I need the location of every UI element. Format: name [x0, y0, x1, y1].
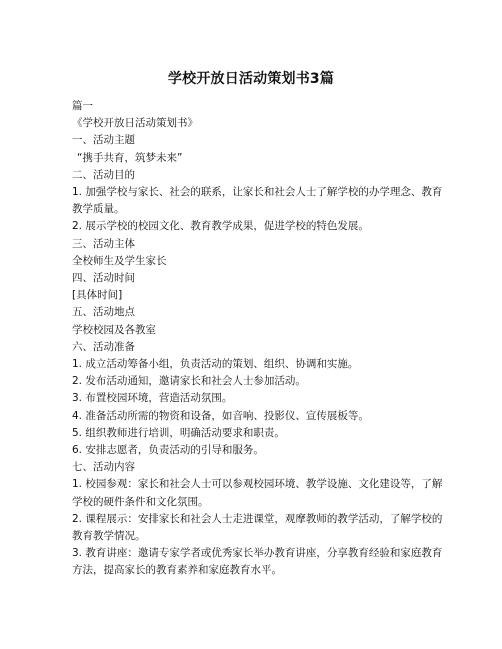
prep-item-6: 6. 安排志愿者，负责活动的引导和服务。 — [72, 444, 264, 457]
document-body — [62, 98, 452, 580]
location-text: 学校校园及各教室 — [72, 323, 156, 336]
section-label: 篇一 — [72, 100, 93, 112]
prep-item-3: 3. 布置校园环境，营造活动氛围。 — [72, 392, 233, 405]
heading-theme: 一、活动主题 — [72, 134, 135, 147]
participants-text: 全校师生及学生家长 — [72, 254, 167, 267]
heading-location: 五、活动地点 — [72, 306, 135, 319]
document-title: 学校开放日活动策划书3篇 — [167, 71, 335, 87]
heading-participants: 三、活动主体 — [72, 237, 135, 250]
prep-item-4: 4. 准备活动所需的物资和设备，如音响、投影仪、宣传展板等。 — [72, 409, 369, 422]
heading-time: 四、活动时间 — [72, 272, 135, 285]
heading-purpose: 二、活动目的 — [72, 168, 135, 181]
book-title: 《学校开放日活动策划书》 — [72, 117, 198, 130]
purpose-item-2: 2. 展示学校的校园文化、教育教学成果，促进学校的特色发展。 — [72, 220, 369, 233]
prep-item-1: 1. 成立活动筹备小组，负责活动的策划、组织、协调和实施。 — [72, 358, 359, 371]
content-item-3: 3. 教育讲座：邀请专家学者或优秀家长举办教育讲座，分享教育经验和家庭教育方法，提高家长的教育素养和家庭教育水平。 — [72, 547, 443, 577]
heading-preparation: 六、活动准备 — [72, 340, 135, 353]
purpose-item-1: 1. 加强学校与家长、社会的联系，让家长和社会人士了解学校的办学理念、教育教学质量。 — [72, 186, 443, 216]
prep-item-5: 5. 组织教师进行培训，明确活动要求和职责。 — [72, 426, 285, 439]
theme-text: “携手共育，筑梦未来” — [77, 151, 183, 164]
prep-item-2: 2. 发布活动通知，邀请家长和社会人士参加活动。 — [72, 375, 306, 388]
time-text: [具体时间] — [72, 289, 123, 302]
content-item-1: 1. 校园参观：家长和社会人士可以参观校园环境、教学设施、文化建设等，了解学校的硬件条件和文化氛围。 — [72, 478, 443, 508]
content-item-2: 2. 课程展示：安排家长和社会人士走进课堂，观摩教师的教学活动，了解学校的教育教学情况。 — [72, 512, 443, 543]
heading-content: 七、活动内容 — [72, 461, 135, 474]
